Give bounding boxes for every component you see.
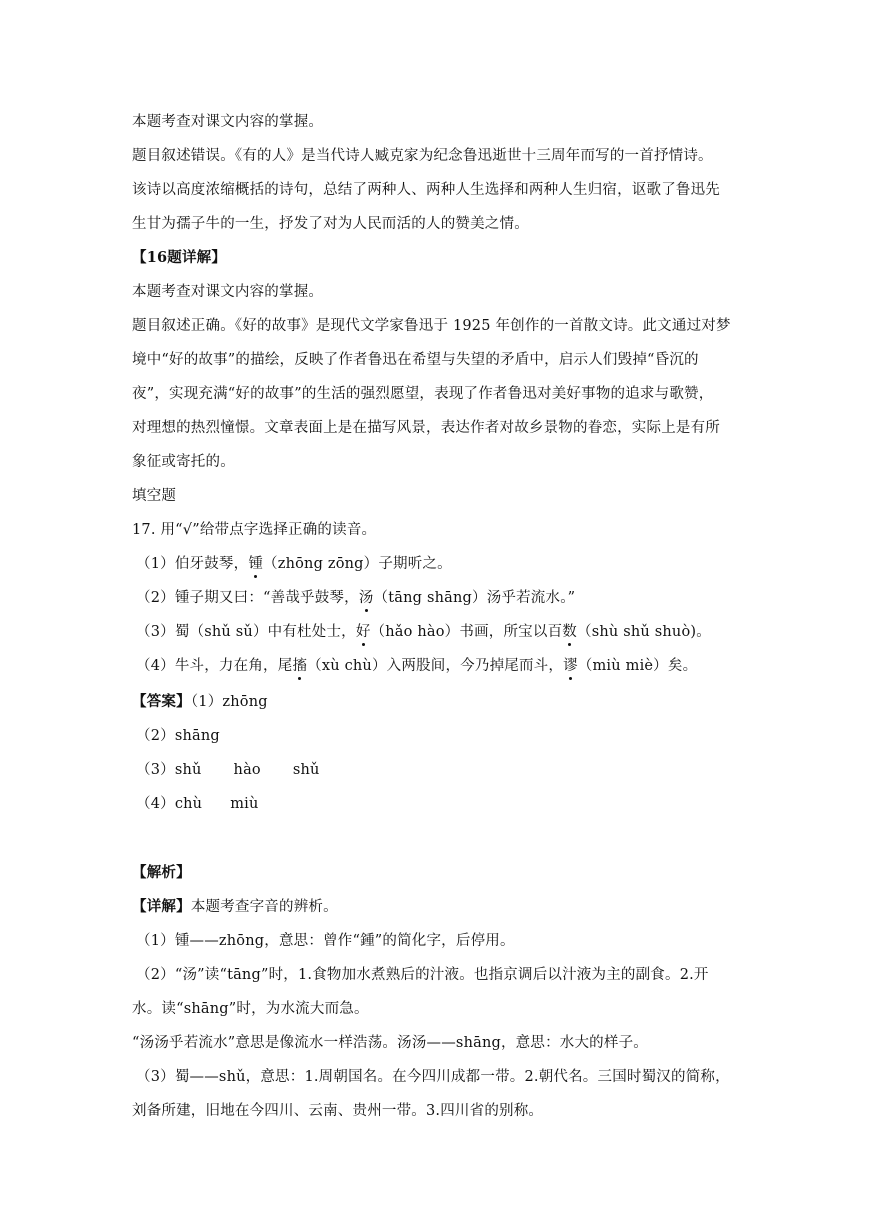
- text-line: 生甘为孺子牛的一生，抒发了对为人民而活的人的赞美之情。: [132, 216, 529, 232]
- dotted-char: 锺: [248, 556, 264, 572]
- text-line: 题目叙述错误。《有的人》是当代诗人臧克家为纪念鲁迅逝世十三周年而写的一首抒情诗。: [132, 148, 713, 164]
- dotted-char: 数: [562, 624, 577, 640]
- question-item-1: （1）伯牙鼓琴，锺（zhōng zōng）子期听之。: [136, 556, 452, 572]
- answer-line-3: （3）shǔ hào shǔ: [136, 762, 320, 778]
- dotted-char: 谬: [563, 658, 578, 674]
- text-line: 本题考查对课文内容的掌握。: [132, 114, 324, 130]
- question-title: 17. 用“√”给带点字选择正确的读音。: [132, 522, 377, 538]
- analysis-line: “汤汤乎若流水”意思是像流水一样浩荡。汤汤——shāng，意思：水大的样子。: [132, 1035, 648, 1051]
- analysis-title: 【解析】: [132, 864, 191, 881]
- text-line: 象征或寄托的。: [132, 454, 235, 470]
- answer-line-2: （2）shāng: [136, 728, 220, 744]
- section-heading: 填空题: [132, 488, 177, 504]
- text-line: 该诗以高度浓缩概括的诗句，总结了两种人、两种人生选择和两种人生归宿，讴歌了鲁迅先: [132, 182, 720, 198]
- answer-line-4: （4）chù miù: [136, 796, 259, 812]
- detail-label: 【详解】: [132, 898, 191, 915]
- question-item-2: （2）锺子期又曰：“善哉乎鼓琴，汤（tāng shāng）汤乎若流水。”: [136, 590, 576, 606]
- dotted-char: 汤: [358, 590, 374, 606]
- answer-line-1: 【答案】（1）zhōng: [132, 693, 268, 710]
- dotted-char: 好: [355, 624, 371, 640]
- analysis-detail: 【详解】本题考查字音的辨析。: [132, 898, 338, 915]
- text-line: 本题考查对课文内容的掌握。: [132, 284, 324, 300]
- question-item-4: （4）牛斗，力在角，尾搐（xù chù）入两股间，今乃掉尾而斗，谬（miù miè）矣。: [136, 658, 698, 674]
- dotted-char: 搐: [292, 658, 308, 674]
- section-heading: 【16题详解】: [132, 249, 227, 266]
- question-item-3: （3）蜀（shǔ sǔ）中有杜处士，好（hǎo hào）书画，所宝以百数（shù shǔ shuò)。: [136, 624, 711, 640]
- text-line: 境中“好的故事”的描绘，反映了作者鲁迅在希望与失望的矛盾中，启示人们毁掉“昏沉的: [132, 352, 699, 368]
- analysis-line: 水。读“shāng”时，为水流大而急。: [132, 1001, 369, 1017]
- text-line: 夜”，实现充满“好的故事”的生活的强烈愿望，表现了作者鲁迅对美好事物的追求与歌赞，: [132, 386, 714, 402]
- analysis-line: （3）蜀——shǔ，意思：1.周朝国名。在今四川成都一带。2.朝代名。三国时蜀汉的简称，: [136, 1069, 730, 1085]
- analysis-line: （1）锺——zhōng，意思：曾作“鍾”的简化字，后停用。: [136, 933, 515, 949]
- text-line: 对理想的热烈憧憬。文章表面上是在描写风景，表达作者对故乡景物的眷恋，实际上是有所: [132, 420, 720, 436]
- analysis-line: （2）“汤”读“tāng”时，1.食物加水煮熟后的汁液。也指京调后以汁液为主的副食。2.开: [136, 967, 709, 983]
- text-line: 题目叙述正确。《好的故事》是现代文学家鲁迅于 1925 年创作的一首散文诗。此文通过对梦: [132, 318, 731, 334]
- answer-label: 【答案】: [132, 693, 191, 710]
- analysis-line: 刘备所建，旧地在今四川、云南、贵州一带。3.四川省的别称。: [132, 1103, 544, 1119]
